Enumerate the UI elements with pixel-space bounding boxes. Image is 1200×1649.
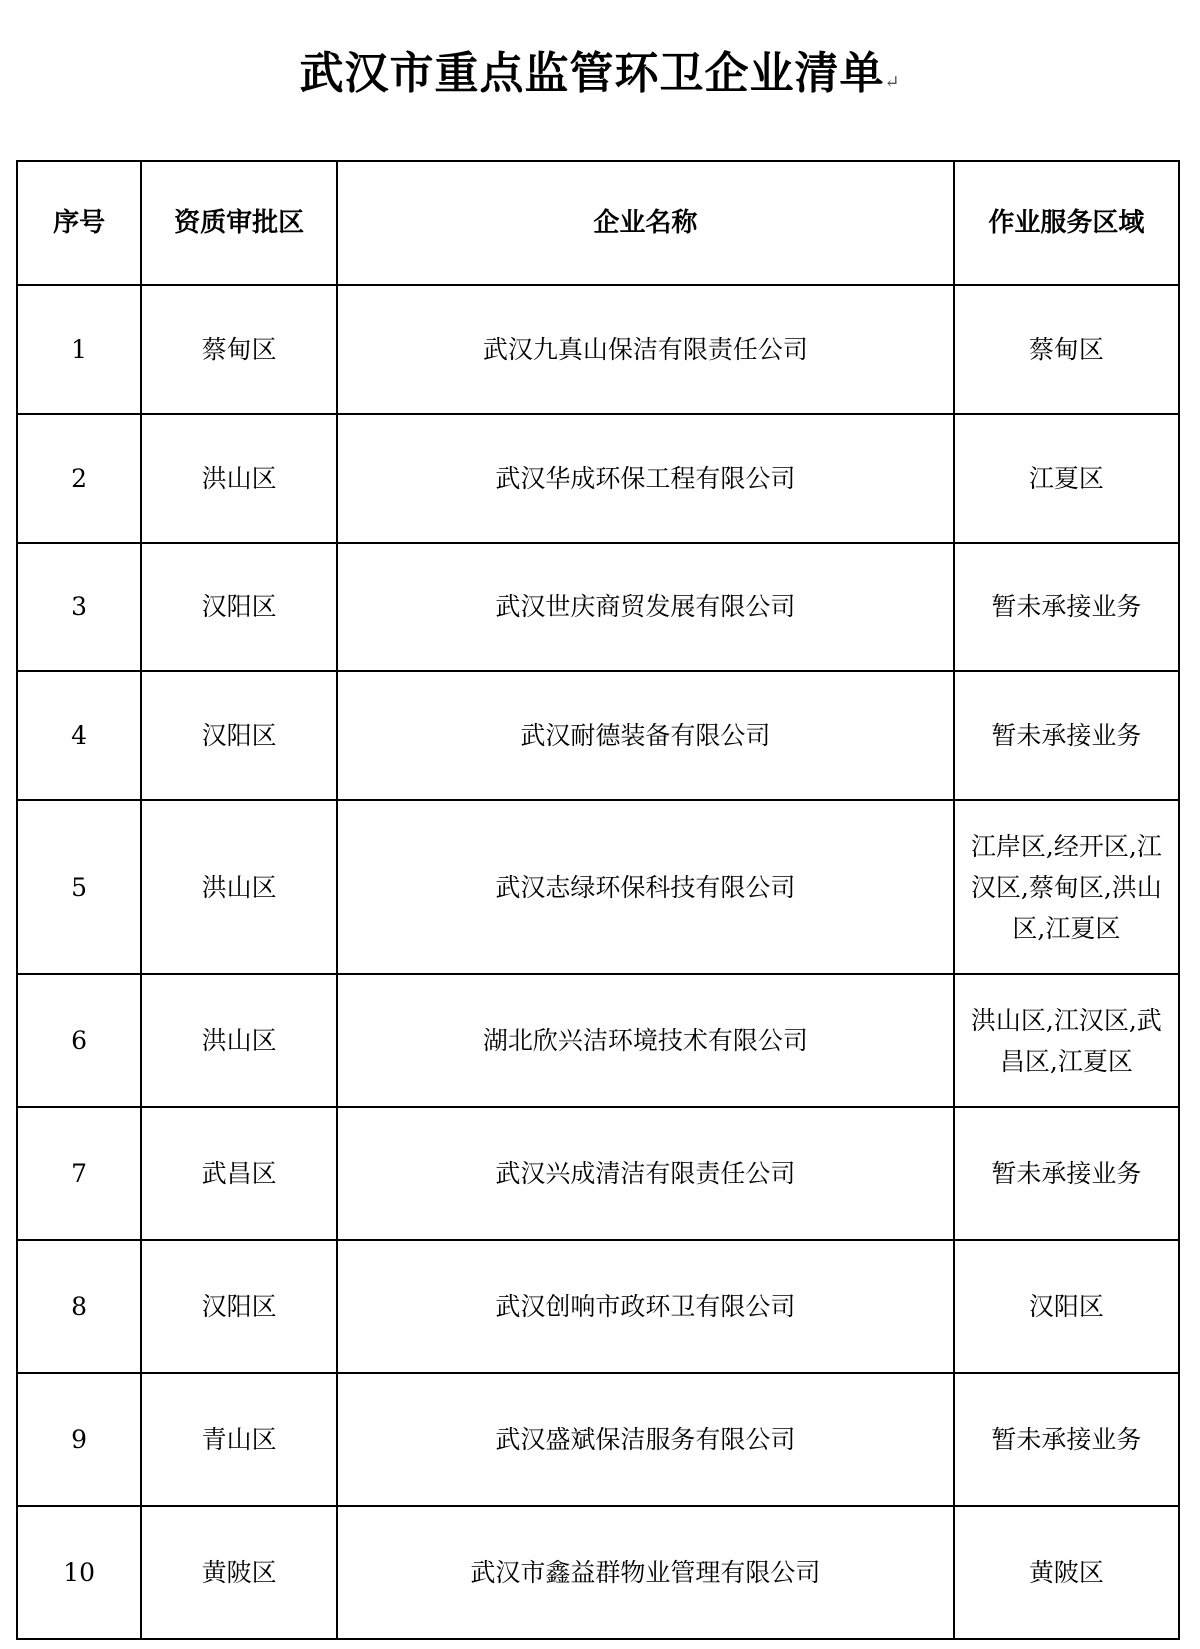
row-service-area: 暂未承接业务 (954, 543, 1179, 672)
row-company: 武汉市鑫益群物业管理有限公司 (337, 1506, 954, 1639)
row-company: 武汉志绿环保科技有限公司 (337, 800, 954, 974)
row-index: 1 (17, 285, 141, 414)
row-company: 武汉兴成清洁有限责任公司 (337, 1107, 954, 1240)
row-service-area: 黄陂区 (954, 1506, 1179, 1639)
row-district: 汉阳区 (141, 671, 337, 800)
row-district: 洪山区 (141, 974, 337, 1107)
document-title (0, 44, 1200, 113)
row-index: 10 (17, 1506, 141, 1639)
table-row (17, 285, 1179, 414)
row-index: 4 (17, 671, 141, 800)
row-index: 7 (17, 1107, 141, 1240)
row-index: 9 (17, 1373, 141, 1506)
table-header-row (17, 161, 1179, 285)
row-company: 武汉世庆商贸发展有限公司 (337, 543, 954, 672)
row-service-area: 洪山区,江汉区,武昌区,江夏区 (954, 974, 1179, 1107)
row-service-area: 江岸区,经开区,江汉区,蔡甸区,洪山区,江夏区 (954, 800, 1179, 974)
row-company: 湖北欣兴洁环境技术有限公司 (337, 974, 954, 1107)
row-district: 黄陂区 (141, 1506, 337, 1639)
table-row (17, 974, 1179, 1107)
table-row (17, 543, 1179, 672)
row-index: 6 (17, 974, 141, 1107)
row-district: 汉阳区 (141, 543, 337, 672)
header-company: 企业名称 (337, 161, 954, 285)
row-company: 武汉耐德装备有限公司 (337, 671, 954, 800)
row-district: 青山区 (141, 1373, 337, 1506)
row-service-area: 蔡甸区 (954, 285, 1179, 414)
table-row (17, 1240, 1179, 1373)
row-service-area: 暂未承接业务 (954, 671, 1179, 800)
row-service-area: 暂未承接业务 (954, 1373, 1179, 1506)
table-row (17, 800, 1179, 974)
row-company: 武汉盛斌保洁服务有限公司 (337, 1373, 954, 1506)
table-row (17, 414, 1179, 543)
row-district: 蔡甸区 (141, 285, 337, 414)
header-index: 序号 (17, 161, 141, 285)
row-service-area: 暂未承接业务 (954, 1107, 1179, 1240)
row-district: 洪山区 (141, 414, 337, 543)
header-district: 资质审批区 (141, 161, 337, 285)
table-row (17, 671, 1179, 800)
row-company: 武汉创响市政环卫有限公司 (337, 1240, 954, 1373)
row-index: 8 (17, 1240, 141, 1373)
table-row (17, 1373, 1179, 1506)
paragraph-mark: ↵ (884, 72, 901, 93)
row-service-area: 汉阳区 (954, 1240, 1179, 1373)
row-index: 5 (17, 800, 141, 974)
row-service-area: 江夏区 (954, 414, 1179, 543)
title-text: 武汉市重点监管环卫企业清单 (299, 48, 885, 99)
row-index: 2 (17, 414, 141, 543)
row-district: 汉阳区 (141, 1240, 337, 1373)
row-district: 武昌区 (141, 1107, 337, 1240)
row-index: 3 (17, 543, 141, 672)
row-company: 武汉九真山保洁有限责任公司 (337, 285, 954, 414)
enterprise-table (16, 160, 1180, 1640)
table-row (17, 1506, 1179, 1639)
row-district: 洪山区 (141, 800, 337, 974)
row-company: 武汉华成环保工程有限公司 (337, 414, 954, 543)
header-service-area: 作业服务区域 (954, 161, 1179, 285)
table-row (17, 1107, 1179, 1240)
